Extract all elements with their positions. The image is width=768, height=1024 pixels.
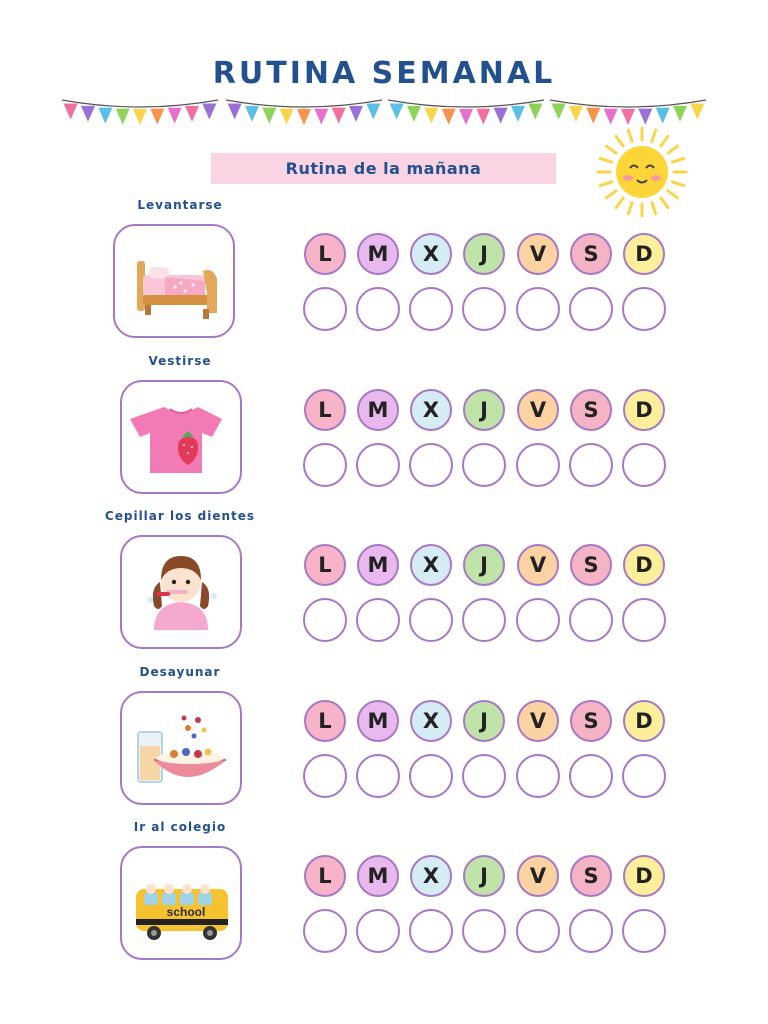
day-checkbox[interactable] (516, 287, 560, 331)
school-bus-text: school (166, 905, 206, 919)
day-label-D: D (623, 389, 665, 431)
day-checkbox[interactable] (409, 598, 453, 642)
day-checkbox[interactable] (516, 909, 560, 953)
task-image-card (120, 380, 242, 494)
day-label-X: X (410, 700, 452, 742)
task-label: Cepillar los dientes (104, 509, 256, 523)
subtitle-banner (211, 153, 556, 184)
day-checkbox[interactable] (356, 287, 400, 331)
school-bus-icon (126, 853, 236, 953)
day-label-M: M (357, 700, 399, 742)
day-checkbox[interactable] (462, 754, 506, 798)
day-label-L: L (304, 544, 346, 586)
day-checkbox[interactable] (569, 754, 613, 798)
day-checkbox[interactable] (409, 443, 453, 487)
day-label-X: X (410, 233, 452, 275)
day-checkbox[interactable] (303, 754, 347, 798)
day-label-L: L (304, 389, 346, 431)
day-checkbox[interactable] (622, 598, 666, 642)
day-checkbox[interactable] (622, 287, 666, 331)
day-label-D: D (623, 855, 665, 897)
day-checkbox[interactable] (569, 598, 613, 642)
day-checkbox[interactable] (303, 598, 347, 642)
day-checkbox[interactable] (303, 287, 347, 331)
day-label-X: X (410, 855, 452, 897)
bed-icon (119, 231, 229, 331)
day-checkbox[interactable] (516, 754, 560, 798)
day-label-M: M (357, 389, 399, 431)
task-image-card (113, 224, 235, 338)
task-label: Desayunar (139, 664, 221, 679)
day-label-V: V (517, 855, 559, 897)
day-label-S: S (570, 233, 612, 275)
day-label-S: S (570, 700, 612, 742)
day-checkbox[interactable] (462, 287, 506, 331)
day-checkbox[interactable] (303, 909, 347, 953)
day-label-L: L (304, 233, 346, 275)
day-checkbox[interactable] (569, 443, 613, 487)
day-checkbox[interactable] (462, 909, 506, 953)
day-label-V: V (517, 700, 559, 742)
day-checkbox[interactable] (569, 287, 613, 331)
task-label: Ir al colegio (133, 820, 227, 834)
routine-row (0, 509, 768, 659)
day-checkbox[interactable] (622, 443, 666, 487)
day-label-J: J (463, 700, 505, 742)
day-label-V: V (517, 233, 559, 275)
day-label-M: M (357, 855, 399, 897)
task-image-card (120, 846, 242, 960)
girl-brushing-teeth-icon (126, 542, 236, 642)
task-label: Vestirse (148, 353, 212, 368)
tshirt-icon (126, 387, 236, 487)
day-label-J: J (463, 233, 505, 275)
subtitle: Rutina de la mañana (285, 159, 482, 178)
day-checkbox[interactable] (409, 287, 453, 331)
day-label-S: S (570, 855, 612, 897)
day-label-S: S (570, 544, 612, 586)
day-label-J: J (463, 544, 505, 586)
day-checkbox[interactable] (356, 598, 400, 642)
day-label-J: J (463, 389, 505, 431)
day-checkbox[interactable] (622, 909, 666, 953)
day-checkbox[interactable] (409, 754, 453, 798)
day-label-D: D (623, 233, 665, 275)
day-checkbox[interactable] (569, 909, 613, 953)
day-label-L: L (304, 700, 346, 742)
day-checkbox[interactable] (622, 754, 666, 798)
routine-row (0, 820, 768, 970)
day-checkbox[interactable] (462, 443, 506, 487)
day-label-M: M (357, 233, 399, 275)
day-label-D: D (623, 544, 665, 586)
routine-row (0, 665, 768, 815)
task-image-card (120, 691, 242, 805)
day-checkbox[interactable] (356, 909, 400, 953)
day-checkbox[interactable] (356, 754, 400, 798)
task-image-card (120, 535, 242, 649)
day-checkbox[interactable] (409, 909, 453, 953)
day-label-V: V (517, 544, 559, 586)
day-label-M: M (357, 544, 399, 586)
day-checkbox[interactable] (356, 443, 400, 487)
day-checkbox[interactable] (516, 443, 560, 487)
routine-row (0, 354, 768, 504)
day-label-X: X (410, 544, 452, 586)
day-label-V: V (517, 389, 559, 431)
day-label-D: D (623, 700, 665, 742)
routine-row (0, 198, 768, 348)
day-label-L: L (304, 855, 346, 897)
page-title: RUTINA SEMANAL (212, 56, 556, 91)
breakfast-bowl-icon (126, 698, 236, 798)
day-label-X: X (410, 389, 452, 431)
day-checkbox[interactable] (516, 598, 560, 642)
day-label-S: S (570, 389, 612, 431)
day-label-J: J (463, 855, 505, 897)
day-checkbox[interactable] (462, 598, 506, 642)
day-checkbox[interactable] (303, 443, 347, 487)
task-label: Levantarse (137, 198, 223, 212)
